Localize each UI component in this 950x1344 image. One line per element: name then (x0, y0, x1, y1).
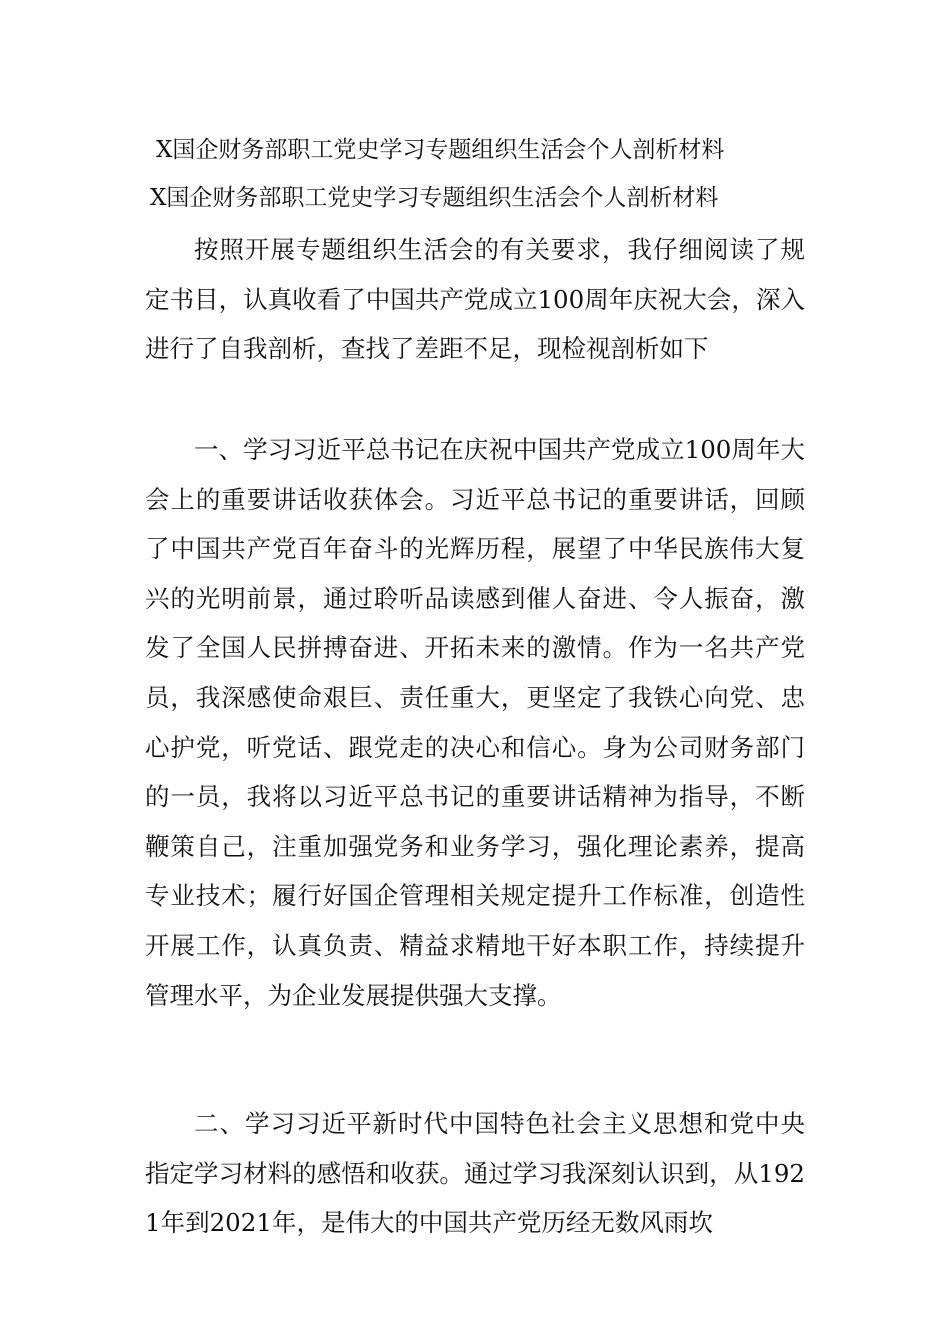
intro-paragraph: 按照开展专题组织生活会的有关要求，我仔细阅读了规定书目，认真收看了中国共产党成立100周年庆祝大会，深入进行了自我剖析，查找了差距不足，现检视剖析如下 (145, 235, 805, 364)
section-one-paragraph: 一、学习习近平总书记在庆祝中国共产党成立100周年大会上的重要讲话收获体会。习近平总书记的重要讲话，回顾了中国共产党百年奋斗的光辉历程，展望了中华民族伟大复兴的光明前景，通过聆听品读感到催人奋进、令人振奋，激发了全国人民拼搏奋进、开拓未来的激情。作为一名共产党员，我深感使命艰巨、责任重大，更坚定了我铁心向党、忠心护党，听党话、跟党走的决心和信心。身为公司财务部门的一员，我将以习近平总书记的重要讲话精神为指导，不断鞭策自己，注重加强党务和业务学习，强化理论素养，提高专业技术；履行好国企管理相关规定提升工作标准，创造性开展工作，认真负责、精益求精地干好本职工作，持续提升管理水平，为企业发展提供强大支撑。 (145, 435, 805, 1010)
document-title: X国企财务部职工党史学习专题组织生活会个人剖析材料 (156, 137, 725, 163)
document-title-repeat: X国企财务部职工党史学习专题组织生活会个人剖析材料 (150, 185, 719, 211)
section-two-paragraph: 二、学习习近平新时代中国特色社会主义思想和党中央指定学习材料的感悟和收获。通过学习我深刻认识到，从1921年到2021年，是伟大的中国共产党历经无数风雨坎 (145, 1109, 805, 1238)
